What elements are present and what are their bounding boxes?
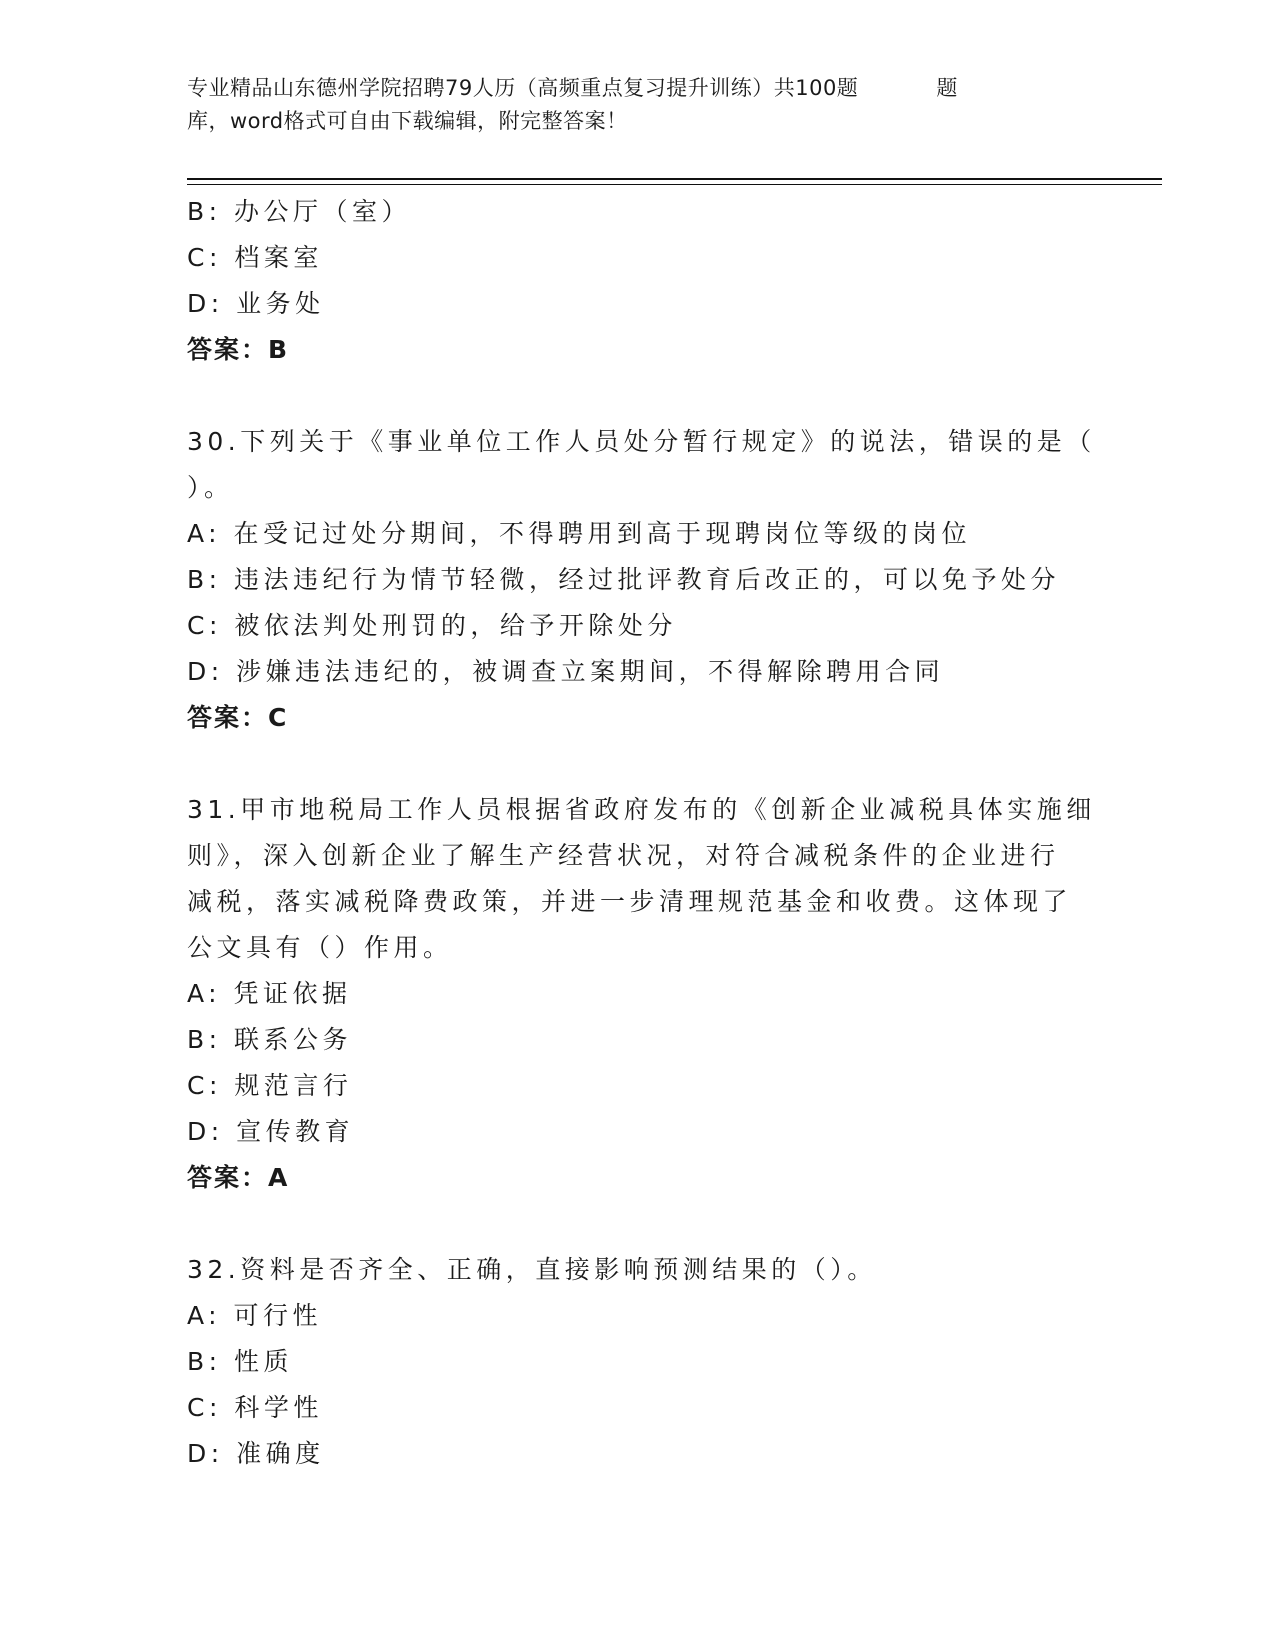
question-text-line: ）。 [187,473,234,502]
option-c: C: 档案室 [187,243,323,272]
question-32 [187,1247,1087,1477]
option-b: B: 违法违纪行为情节轻微，经过批评教育后改正的，可以免予处分 [187,565,1061,594]
option-a: A: 凭证依据 [187,979,352,1008]
header-rule-thick [187,178,1162,180]
question-text-line: 则》，深入创新企业了解生产经营状况，对符合减税条件的企业进行 [187,841,1060,870]
option-d: D: 准确度 [187,1439,325,1468]
header-line-2: 库，word格式可自由下载编辑，附完整答案！ [187,109,628,133]
option-d: D: 宣传教育 [187,1117,355,1146]
question-text-line: 减税，落实减税降费政策，并进一步清理规范基金和收费。这体现了 [187,887,1073,916]
question-31 [187,787,1096,1201]
question-29-tail [187,189,1087,373]
document-header [187,72,1077,138]
option-a: A: 在受记过处分期间，不得聘用到高于现聘岗位等级的岗位 [187,519,972,548]
answer-line: 答案：C [187,703,289,732]
option-c: C: 科学性 [187,1393,323,1422]
header-title-text: 专业精品山东德州学院招聘79人历（高频重点复习提升训练）共100题 [187,76,859,100]
question-30 [187,419,1096,741]
option-a: A: 可行性 [187,1301,323,1330]
option-d: D: 业务处 [187,289,325,318]
option-b: B: 联系公务 [187,1025,353,1054]
option-b: B: 办公厅（室） [187,197,412,226]
option-c: C: 规范言行 [187,1071,353,1100]
answer-line: 答案：B [187,335,290,364]
header-rule-thin [187,184,1162,185]
question-text-line: 公文具有（）作用。 [187,933,453,962]
header-line-1 [187,72,1077,105]
question-text-line: 31.甲市地税局工作人员根据省政府发布的《创新企业减税具体实施细 [187,795,1096,824]
option-c: C: 被依法判处刑罚的，给予开除处分 [187,611,677,640]
option-b: B: 性质 [187,1347,294,1376]
question-text-line: 32.资料是否齐全、正确，直接影响预测结果的（）。 [187,1255,877,1284]
document-body [187,189,1096,1477]
option-d: D: 涉嫌违法违纪的，被调查立案期间，不得解除聘用合同 [187,657,945,686]
answer-line: 答案：A [187,1163,290,1192]
header-title-tail: 题 [936,76,958,100]
question-text-line: 30.下列关于《事业单位工作人员处分暂行规定》的说法，错误的是（ [187,427,1096,456]
